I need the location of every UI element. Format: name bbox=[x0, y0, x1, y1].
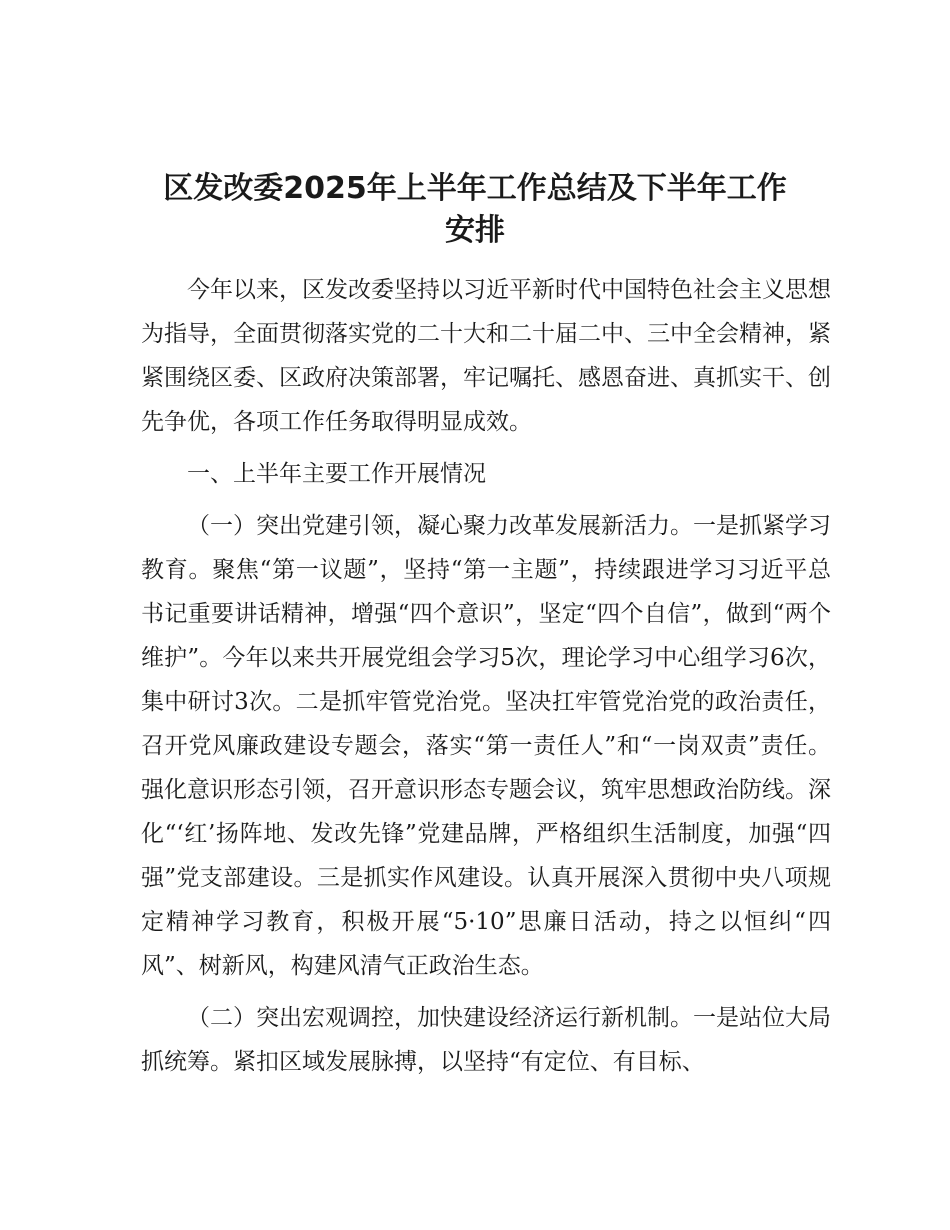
section-heading: 一、上半年主要工作开展情况 bbox=[187, 461, 486, 487]
intro-paragraph: 今年以来，区发改委坚持以习近平新时代中国特色社会主义思想为指导，全面贯彻落实党的二十大和二十届二中、三中全会精神，紧紧围绕区委、区政府决策部署，牢记嘱托、感恩奋进、真抓实干、创先争优，各项工作任务取得明显成效。 bbox=[141, 277, 831, 435]
section-2-paragraph: （二）突出宏观调控，加快建设经济运行新机制。一是站位大局抓统筹。紧扣区域发展脉搏，以坚持“有定位、有目标、 bbox=[141, 1005, 831, 1075]
section-1-paragraph: （一）突出党建引领，凝心聚力改革发展新活力。一是抓紧学习教育。聚焦“第一议题”，坚持“第一主题”，持续跟进学习习近平总书记重要讲话精神，增强“四个意识”，坚定“四个自信”，做到“两个维护”。今年以来共开展党组会学习5次，理论学习中心组学习6次，集中研讨3次。二是抓牢管党治党。坚决扛牢管党治党的政治责任，召开党风廉政建设专题会，落实“第一责任人”和“一岗双责”责任。强化意识形态引领，召开意识形态专题会议，筑牢思想政治防线。深化“‘红’扬阵地、发改先锋”党建品牌，严格组织生活制度，加强“四强”党支部建设。三是抓实作风建设。认真开展深入贯彻中央八项规定精神学习教育，积极开展“5·10”思廉日活动，持之以恒纠“四风”、树新风，构建风清气正政治生态。 bbox=[141, 513, 831, 979]
title-line-1: 区发改委2025年上半年工作总结及下半年工作 bbox=[163, 171, 787, 206]
document-title bbox=[120, 168, 830, 252]
title-line-2: 安排 bbox=[445, 213, 505, 248]
document-body bbox=[141, 268, 831, 1084]
